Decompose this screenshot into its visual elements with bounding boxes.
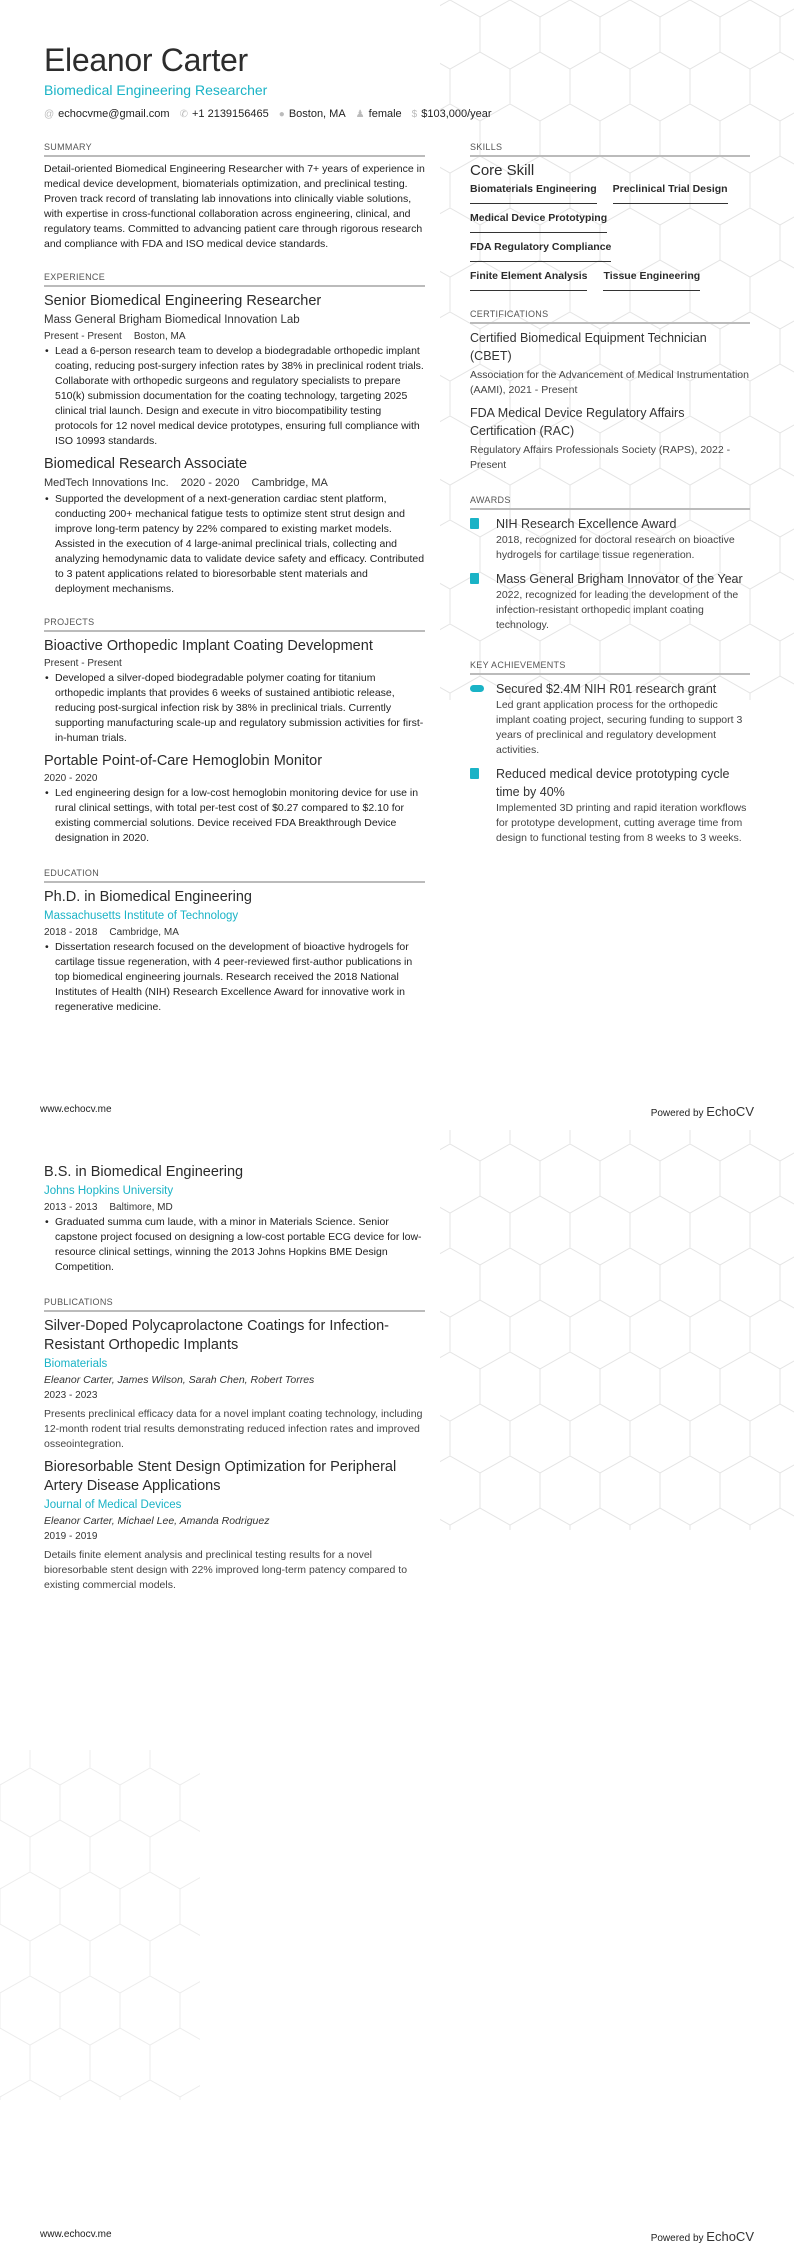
skill-tag: Preclinical Trial Design	[613, 183, 728, 204]
section-heading: KEY ACHIEVEMENTS	[470, 660, 750, 675]
phone-icon: ✆	[179, 109, 188, 120]
publication-title: Bioresorbable Stent Design Optimization for Peripheral Artery Disease Applications	[44, 1459, 397, 1494]
cert-name: FDA Medical Device Regulatory Affairs Certification (RAC)	[470, 406, 685, 438]
project-item	[44, 637, 425, 746]
skill-tag: FDA Regulatory Compliance	[470, 241, 611, 262]
skill-group-title: Core Skill	[470, 162, 535, 179]
publication-item	[44, 1317, 425, 1452]
publications-section	[44, 1297, 425, 1593]
authors: Eleanor Carter, James Wilson, Sarah Chen, Robert Torres	[44, 1374, 315, 1386]
section-heading: PROJECTS	[44, 617, 425, 632]
dates: 2019 - 2019	[44, 1531, 98, 1542]
left-column	[44, 1163, 425, 1593]
achievement-desc: Implemented 3D printing and rapid iteration workflows for prototype development, cutting average time from design to functional testing from 8 weeks to 3 weeks.	[496, 802, 747, 844]
projects-section	[44, 617, 425, 846]
award-item	[470, 570, 750, 633]
award-desc: 2022, recognized for leading the development of the infection-resistant orthopedic implant coating technology.	[496, 589, 739, 631]
company: Mass General Brigham Biomedical Innovation Lab	[44, 314, 300, 326]
section-heading: SKILLS	[470, 142, 750, 157]
footer-powered: Powered by	[650, 1108, 704, 1119]
footer-powered: Powered by	[650, 2233, 704, 2244]
achievement-item	[470, 765, 750, 846]
contact-row	[44, 108, 492, 120]
authors: Eleanor Carter, Michael Lee, Amanda Rodriguez	[44, 1515, 270, 1527]
footer-brand: EchoCV	[706, 2229, 754, 2244]
bullet: • Lead a 6-person research team to develop a biodegradable orthopedic implant coating, reducing post-surgery infection rates by 38% in preclinical rodent trials. Collaborate with orthopedic surgeons and regulatory specialists to prepare 510(k) submission documentation for the coating technology, targeting 2025 clinical trial launch. Design and execute in vitro biocompatibility testing protocols for 12 novel medical device prototypes, ensuring full compliance with ISO 10993 standards.	[44, 344, 425, 449]
cert-name: Certified Biomedical Equipment Technician (CBET)	[470, 331, 707, 363]
summary-section	[44, 142, 425, 252]
experience-item	[44, 292, 425, 449]
resume-page-2	[0, 1123, 794, 2246]
bullet: • Developed a silver-doped biodegradable polymer coating for titanium orthopedic implants that provides 6 weeks of sustained antibiotic release, reducing post-surgical infection risk by 38% in preclinical trials. Currently supporting manufacturing scale-up and regulatory submission activities for first-in-human trials.	[44, 671, 425, 746]
pill-icon	[470, 680, 482, 758]
publication-title: Silver-Doped Polycaprolactone Coatings for Infection-Resistant Orthopedic Implants	[44, 1318, 389, 1353]
dates: 2020 - 2020	[44, 773, 98, 784]
footer-brand: EchoCV	[706, 1104, 754, 1119]
bullet: • Supported the development of a next-generation cardiac stent platform, conducting 200+ mechanical fatigue tests to optimize stent strut design and improve long-term patency by 22% compared to existing market models. Assisted in the execution of 4 large-animal preclinical trials, collecting and analyzing hemodynamic data to validate device safety and efficacy. Contributed to 3 patent applications related to bioresorbable stent materials and deployment mechanisms.	[44, 492, 425, 597]
project-title: Bioactive Orthopedic Implant Coating Development	[44, 638, 373, 654]
project-item	[44, 752, 425, 846]
candidate-name: Eleanor Carter	[44, 42, 248, 78]
skill-tag: Finite Element Analysis	[470, 270, 587, 291]
location: Cambridge, MA	[109, 927, 179, 938]
awards-section	[470, 495, 750, 633]
skill-tag: Tissue Engineering	[603, 270, 700, 291]
page-footer	[40, 2229, 754, 2244]
company: MedTech Innovations Inc.	[44, 477, 169, 489]
section-heading: CERTIFICATIONS	[470, 309, 750, 324]
skill-tag: Medical Device Prototyping	[470, 212, 607, 233]
degree: B.S. in Biomedical Engineering	[44, 1164, 244, 1180]
school: Massachusetts Institute of Technology	[44, 910, 239, 922]
dates: Present - Present	[44, 658, 122, 669]
footer-website[interactable]: www.echocv.me	[40, 2229, 112, 2240]
award-desc: 2018, recognized for doctoral research on bioactive hydrogels for cartilage tissue regeneration.	[496, 534, 735, 561]
award-title: Mass General Brigham Innovator of the Year	[496, 572, 743, 586]
journal: Biomaterials	[44, 1358, 108, 1370]
email-icon: @	[44, 109, 55, 120]
section-heading: EXPERIENCE	[44, 272, 425, 287]
location-icon: ●	[278, 109, 285, 120]
left-column	[44, 142, 425, 1015]
location: Baltimore, MD	[109, 1202, 173, 1213]
dates: Present - Present	[44, 331, 122, 342]
document-chart-icon	[470, 515, 482, 563]
contact-location: Boston, MA	[288, 108, 346, 120]
award-item	[470, 515, 750, 563]
document-search-icon	[470, 570, 482, 633]
person-icon: ♟	[355, 109, 365, 120]
degree: Ph.D. in Biomedical Engineering	[44, 889, 252, 905]
skills-section	[470, 142, 750, 291]
achievement-item	[470, 680, 750, 758]
project-title: Portable Point-of-Care Hemoglobin Monitor	[44, 753, 323, 769]
school: Johns Hopkins University	[44, 1185, 174, 1197]
publication-desc: Presents preclinical efficacy data for a novel implant coating technology, including 12-month rodent trial results demonstrating reduced infection rates and improved osseointegration.	[44, 1408, 423, 1450]
location: Boston, MA	[133, 331, 186, 342]
education-item	[44, 888, 425, 1015]
right-column	[470, 142, 750, 853]
skill-tag: Biomaterials Engineering	[470, 183, 597, 204]
contact-phone: +1 2139156465	[191, 108, 269, 120]
job-title: Biomedical Research Associate	[44, 456, 248, 472]
salary-icon: $	[411, 109, 418, 120]
dates: 2018 - 2018	[44, 927, 98, 938]
section-heading: PUBLICATIONS	[44, 1297, 425, 1312]
bullet: • Led engineering design for a low-cost hemoglobin monitoring device for use in rural clinical settings, with total per-test cost of $0.27 compared to $2.10 for existing commercial solutions. Device received FDA Breakthrough Device designation in 2020.	[44, 786, 425, 846]
contact-gender: female	[368, 108, 402, 120]
summary-text: Detail-oriented Biomedical Engineering Researcher with 7+ years of experience in medical device development, biomaterials optimization, and preclinical testing. Proven track record of translating lab innovations into clinically viable solutions, with expertise in cross-functional collaboration across engineering, clinical, and regulatory teams. Committed to advancing patient care through rigorous research and compliance with FDA and ISO medical device standards.	[44, 163, 425, 250]
publication-desc: Details finite element analysis and preclinical testing results for a novel bioresorbable stent design with 22% improved long-term patency compared to existing commercial models.	[44, 1549, 408, 1591]
job-title: Senior Biomedical Engineering Researcher	[44, 293, 322, 309]
dates: 2013 - 2013	[44, 1202, 98, 1213]
achievement-title: Reduced medical device prototyping cycle time by 40%	[496, 767, 730, 799]
dates: 2023 - 2023	[44, 1390, 98, 1401]
achievements-section	[470, 660, 750, 846]
journal: Journal of Medical Devices	[44, 1499, 182, 1511]
achievement-title: Secured $2.4M NIH R01 research grant	[496, 682, 717, 696]
section-heading: EDUCATION	[44, 868, 425, 883]
cert-detail: Association for the Advancement of Medical Instrumentation (AAMI), 2021 - Present	[470, 369, 749, 396]
contact-salary: $103,000/year	[421, 108, 492, 120]
section-heading: AWARDS	[470, 495, 750, 510]
publication-item	[44, 1458, 425, 1593]
achievement-desc: Led grant application process for the orthopedic implant coating project, securing funding to support 3 years of preclinical and regulatory development activities.	[496, 699, 743, 756]
award-title: NIH Research Excellence Award	[496, 517, 677, 531]
page-footer	[40, 1104, 754, 1119]
education-section	[44, 868, 425, 1015]
contact-email: echocvme@gmail.com	[58, 108, 170, 120]
cert-detail: Regulatory Affairs Professionals Society (RAPS), 2022 - Present	[470, 444, 731, 471]
section-heading: SUMMARY	[44, 142, 425, 157]
location: Cambridge, MA	[251, 477, 328, 489]
experience-item	[44, 455, 425, 597]
candidate-title: Biomedical Engineering Researcher	[44, 82, 268, 98]
document-icon	[470, 765, 482, 846]
bullet: • Dissertation research focused on the development of bioactive hydrogels for cartilage tissue regeneration, with 4 peer-reviewed first-author publications in top biomedical engineering journals. Research received the 2018 National Institutes of Health (NIH) Research Excellence Award for innovative work in regenerative medicine.	[44, 940, 425, 1015]
footer-website[interactable]: www.echocv.me	[40, 1104, 112, 1115]
education-item	[44, 1163, 425, 1275]
bullet: • Graduated summa cum laude, with a minor in Materials Science. Senior capstone project focused on designing a low-cost portable ECG device for low-resource clinical settings, winning the 2013 Johns Hopkins BME Design Competition.	[44, 1215, 425, 1275]
dates: 2020 - 2020	[180, 477, 240, 489]
experience-section	[44, 272, 425, 597]
certifications-section	[470, 309, 750, 473]
